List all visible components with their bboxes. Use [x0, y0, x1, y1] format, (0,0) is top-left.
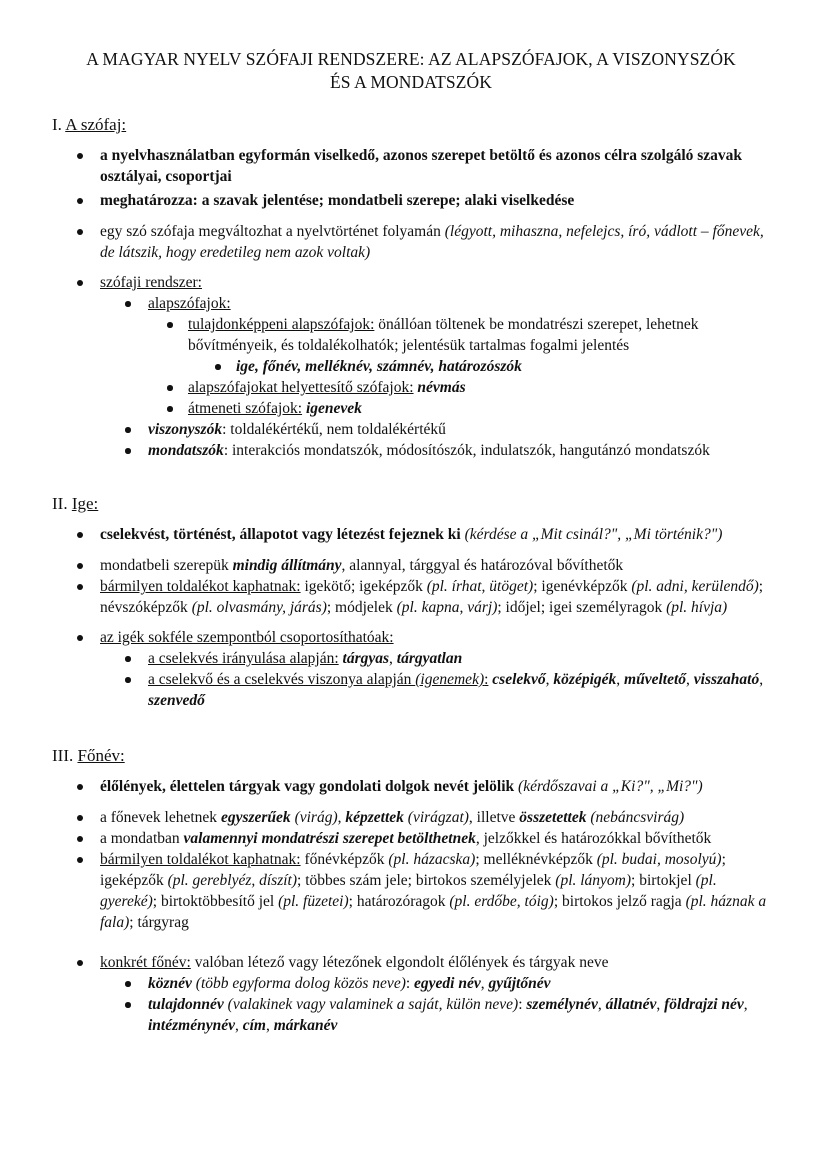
list-item: tulajdonképpeni alapszófajok: önállóan töltenek be mondatrészi szerepet, lehetnek bővítményeik, és toldalékolhatók; jelentésük tartalmas fogalmi jelentés ige, főnév, melléknév, számnév, határozószók — [148, 314, 770, 377]
list-item: ige, főnév, melléknév, számnév, határozószók — [188, 356, 770, 377]
nested-list — [188, 356, 770, 377]
title-line-1: A MAGYAR NYELV SZÓFAJI RENDSZERE: AZ ALAPSZÓFAJOK, A VISZONYSZÓK — [86, 49, 736, 69]
list-item: átmeneti szófajok: igenevek — [148, 398, 770, 419]
list-item: mondatbeli szerepük mindig állítmány, alannyal, tárggyal és határozóval bővíthetők — [52, 555, 770, 576]
section-2-list — [52, 524, 770, 711]
list-item: köznév (több egyforma dolog közös neve): egyedi név, gyűjtőnév — [100, 973, 770, 994]
list-item: a cselekvés irányulása alapján: tárgyas, tárgyatlan — [100, 648, 770, 669]
list-item: cselekvést, történést, állapotot vagy létezést fejeznek ki (kérdése a „Mit csinál?", „Mi történik?") — [52, 524, 770, 545]
section-heading-ige: II. Ige: — [52, 494, 99, 513]
list-item: az igék sokféle szempontból csoportosíthatóak: a cselekvés irányulása alapján: tárgyas, tárgyatlan a cselekvő és a cselekvés viszonya alapján (igenemek): cselekvő, középigék, műveltető, visszaható, szenvedő — [52, 627, 770, 711]
page-title — [52, 48, 770, 94]
section-heading-szofaj: I. A szófaj: — [52, 115, 127, 134]
list-item: a nyelvhasználatban egyformán viselkedő, azonos szerepet betöltő és azonos célra szolgáló szavak osztályai, csoportjai — [52, 145, 770, 187]
list-item: a mondatban valamennyi mondatrészi szerepet betölthetnek, jelzőkkel és határozókkal bővíthetők — [52, 828, 770, 849]
nested-list — [148, 314, 770, 419]
list-item: alapszófajokat helyettesítő szófajok: névmás — [148, 377, 770, 398]
list-item: élőlények, élettelen tárgyak vagy gondolati dolgok nevét jelölik (kérdőszavai a „Ki?", „Mi?") — [52, 776, 770, 797]
list-item: a főnevek lehetnek egyszerűek (virág), képzettek (virágzat), illetve összetettek (nebáncsvirág) — [52, 807, 770, 828]
nested-list — [100, 973, 770, 1036]
list-item: meghatározza: a szavak jelentése; mondatbeli szerepe; alaki viselkedése — [52, 190, 770, 211]
list-item: a cselekvő és a cselekvés viszonya alapján (igenemek): cselekvő, középigék, műveltető, visszaható, szenvedő — [100, 669, 770, 711]
section-1-list — [52, 145, 770, 461]
list-item: bármilyen toldalékot kaphatnak: igekötő; igeképzők (pl. írhat, ütöget); igenévképzők (pl. adni, kerülendő); névszóképzők (pl. olvasmány, járás); módjelek (pl. kapna, várj); időjel; igei személyragok (pl. hívja) — [52, 576, 770, 618]
list-item: alapszófajok: tulajdonképpeni alapszófajok: önállóan töltenek be mondatrészi szerepet, lehetnek bővítményeik, és toldalékolhatók; jelentésük tartalmas fogalmi jelentés ige, főnév, melléknév, számnév, határozószók alapszófajokat helyettesítő szófajok: névmás átmeneti szófajok: igenevek — [100, 293, 770, 419]
section-3-list — [52, 776, 770, 1036]
list-item: bármilyen toldalékot kaphatnak: főnévképzők (pl. házacska); melléknévképzők (pl. budai, mosolyú); igeképzők (pl. gereblyéz, díszít); többes szám jele; birtokos személyjelek (pl. lányom); birtokjel (pl. gyereké); birtoktöbbesítő jel (pl. füzetei); határozóragok (pl. erdőbe, tóig); birtokos jelző ragja (pl. háznak a fala); tárgyrag — [52, 849, 770, 933]
list-item: mondatszók: interakciós mondatszók, módosítószók, indulatszók, hangutánzó mondatszók — [100, 440, 770, 461]
nested-list — [100, 293, 770, 461]
list-item: viszonyszók: toldalékértékű, nem toldalékértékű — [100, 419, 770, 440]
nested-list — [100, 648, 770, 711]
list-item: konkrét főnév: valóban létező vagy létezőnek elgondolt élőlények és tárgyak neve köznév (több egyforma dolog közös neve): egyedi név, gyűjtőnév tulajdonnév (valakinek vagy valaminek a saját, külön neve): személynév, állatnév, földrajzi név, intézménynév, cím, márkanév — [52, 952, 770, 1036]
title-line-2: ÉS A MONDATSZÓK — [330, 72, 492, 92]
list-item: tulajdonnév (valakinek vagy valaminek a saját, külön neve): személynév, állatnév, földrajzi név, intézménynév, cím, márkanév — [100, 994, 770, 1036]
section-heading-fonev: III. Főnév: — [52, 746, 125, 765]
list-item: egy szó szófaja megváltozhat a nyelvtörténet folyamán (légyott, mihaszna, nefelejcs, író, vádlott – főnevek, de látszik, hogy eredetileg nem azok voltak) — [52, 221, 770, 263]
list-item: szófaji rendszer: alapszófajok: tulajdonképpeni alapszófajok: önállóan töltenek be mondatrészi szerepet, lehetnek bővítményeik, és toldalékolhatók; jelentésük tartalmas fogalmi jelentés ige, főnév, melléknév, számnév, határozószók alapszófajokat helyettesítő szófajok: névmás átmeneti szófajok: igenevek viszonyszók: toldalékértékű, nem toldalékértékű mondatszók: interakciós mondatszók, módosítószók, indulatszók, hangutánzó mondatszók — [52, 272, 770, 461]
